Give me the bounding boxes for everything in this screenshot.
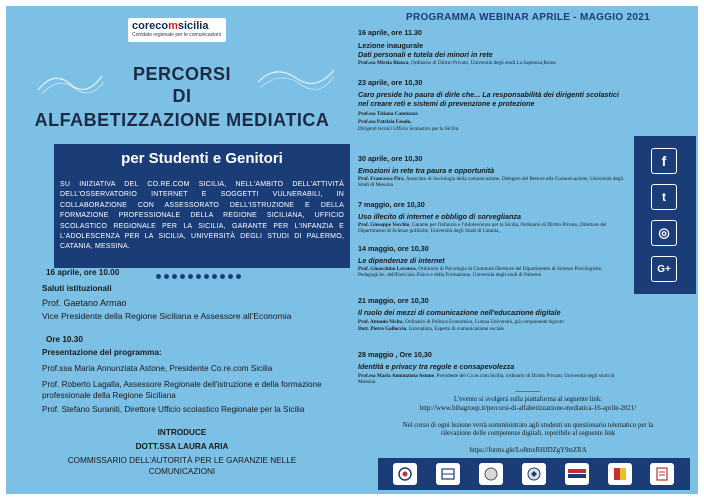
partner-logo-icon: [565, 463, 589, 485]
logo-name: corecomsicilia: [132, 20, 209, 32]
title-line-2: DI: [172, 86, 192, 106]
program-header: PROGRAMMA WEBINAR APRILE - MAGGIO 2021: [405, 12, 650, 23]
speaker-2: Prof. Roberto Lagalla, Assessore Regionale dell'istruzione e della formazione professionale della Regione Siciliana: [42, 380, 322, 400]
session-date: 30 aprile, ore 10,30: [358, 154, 423, 163]
session-1: [358, 28, 628, 66]
left-column: [6, 6, 358, 494]
session-date: 28 maggio , Ore 10,30: [358, 350, 432, 359]
session-speaker: Prof.ssa Mirzia Bianca, Ordinario di Diritto Privato, Università degli studi La Sapienza,Roma: [358, 60, 556, 66]
session-7: [358, 350, 628, 386]
session-date: 14 maggio, ore 10,30: [358, 244, 429, 253]
session-3: [358, 154, 628, 189]
questionnaire-text: Nel corso di ogni lezione verrà somministrato agli studenti un questionario telematico per la rilevazione delle competenze digitali, reperibile al seguente link: [402, 422, 654, 438]
facebook-icon[interactable]: f: [651, 148, 677, 174]
partner-logo-icon: [393, 463, 417, 485]
session-speaker: Prof. Francesco Pira, Associato di Sociologia della comunicazione, Delegato del Rettore alla Comunicazione, Università degli Studi di Messina: [358, 176, 624, 189]
session-title: Le dipendenze di internet: [358, 256, 445, 265]
saluti-role: Vice Presidente della Regione Siciliana e Assessore all'Economia: [42, 311, 292, 321]
session-date: 21 maggio, ore 10,30: [358, 296, 429, 305]
session-title: Uso illecito di internet e obbligo di sorveglianza: [358, 212, 521, 221]
session-title: Dati personali e tutela dei minori in rete: [358, 50, 493, 59]
partner-logo-icon: [522, 463, 546, 485]
session-date: 7 maggio, ore 10,30: [358, 200, 425, 209]
instagram-icon[interactable]: ◎: [651, 220, 677, 246]
session-speaker: Prof.ssa Tiziana Catenazzo: [358, 111, 418, 117]
session-5: [358, 244, 628, 279]
session-speaker: Prof. Antonio Nicita, Ordinario di Politica Economica, Lumsa Università, già componente Agcom: [358, 319, 564, 325]
session-title: Caro preside ho paura di dirle che... La responsabilità dei dirigenti scolastici nel creare reti e sistemi di prevenzione e protezione: [358, 90, 619, 108]
session-speaker: Prof.ssa Patrizia Fasolo,: [358, 119, 412, 126]
platform-text: L'evento si svolgerà sulla piattaforma al seguente link:: [453, 396, 603, 403]
logo-subtitle: Comitato regionale per le comunicazioni: [132, 32, 221, 38]
introduce-role: COMMISSARIO DELL'AUTORITÀ PER LE GARANZIE NELLE COMUNICAZIONI: [67, 456, 297, 476]
band-text: SU INIZIATIVA DEL CO.RE.COM SICILIA, NELL'AMBITO DELL'ATTIVITÀ DELL'OSSERVATORIO INTERNET E SOGGETTI VULNERABILI, IN COLLABORAZIONE CON ASSESSORATO DELL'ISTRUZIONE E DELLA FORMAZIONE PROFESSIONALE DELLA REGIONE SICILIANA, UFFICIO SCOLASTICO REGIONALE PER LA SICILIA, GARANTE PER L'INFANZIA E L'ADOLESCENZA PER LA SICILIA, UNIVERSITÀ DEGLI STUDI DI PALERMO, CATANIA, MESSINA.: [60, 181, 344, 251]
session-title: Identità e privacy tra regole e consapevolezza: [358, 362, 515, 371]
partner-logo-icon: [650, 463, 674, 485]
googleplus-icon[interactable]: G+: [651, 256, 677, 282]
partner-logo-icon: [436, 463, 460, 485]
session-label: Lezione inaugurale: [358, 41, 424, 50]
speaker-3: Prof. Stefano Suraniti, Direttore Ufficio scolastico Regionale per la Sicilia: [42, 405, 305, 414]
session-date: 23 aprile, ore 10,30: [358, 78, 423, 87]
presentazione-label: Presentazione del programma:: [42, 348, 162, 357]
session-speaker: Prof.ssa Maria Annunziata Astone, Presidente del Co.re.com Sicilia, ordinario di Diritto Privato, Università degli studi di Messina: [358, 373, 615, 386]
session-speaker: Prof. Giuseppe Vecchio, Garante per l'infanzia e l'Adolescenza per la Sicilia, Ordinario di Diritto Privato, Direttore del Dipartimento di Scienze politiche, Università degli Studi di Catania,: [358, 222, 607, 235]
session-title: Il ruolo dei mezzi di comunicazione nell'educazione digitale: [358, 308, 561, 317]
twitter-icon[interactable]: t: [651, 184, 677, 210]
left-date: 16 aprile, ore 10.00: [46, 268, 120, 277]
partner-logo-icon: [608, 463, 632, 485]
session-6: [358, 296, 628, 333]
session-speaker: Dott. Pietro Galluccio, Giornalista, Esperto di comunicazione sociale: [358, 326, 504, 333]
speaker-1: Prof.ssa Maria Annunziata Astone, Presidente Co.re.com Sicilia: [42, 364, 273, 373]
decorative-dots: [156, 274, 241, 279]
platform-link[interactable]: http://www.bibagroup.it/percorsi-di-alfabetizzazione-mediatica-16-aprile-2021/: [419, 405, 637, 412]
session-4: [358, 200, 628, 235]
partner-logo-icon: [479, 463, 503, 485]
saluti-name: Prof. Gaetano Armao: [42, 298, 127, 308]
separator: -----------: [515, 388, 541, 395]
partner-logos-bar: [378, 458, 690, 490]
band-title: per Studenti e Genitori: [121, 150, 283, 167]
session-speaker-role: Dirigenti tecnici Ufficio Scolastico per la Sicilia: [358, 125, 459, 132]
introduce-name: DOTT.SSA LAURA ARIA: [135, 442, 229, 451]
session-date: 16 aprile, ore 11.30: [358, 28, 422, 37]
session-title: Emozioni in rete tra paura e opportunità: [358, 166, 495, 175]
subtitle-band: [54, 144, 350, 268]
webinar-poster: [6, 6, 698, 494]
introduce-label: INTRODUCE: [157, 428, 207, 437]
saluti-label: Saluti istituzionali: [42, 284, 112, 293]
social-panel: [634, 136, 696, 294]
session-2: [358, 78, 628, 132]
right-column: [358, 6, 698, 494]
title-line-1: PERCORSI: [132, 64, 232, 84]
corecom-logo: [128, 18, 226, 42]
title-line-3: ALFABETIZZAZIONE MEDIATICA: [34, 110, 330, 130]
left-time-2: Ore 10.30: [46, 335, 83, 344]
questionnaire-link[interactable]: https://forms.gle/Lo8mxRHJDZgY9tsZRA: [469, 447, 587, 454]
session-speaker: Prof. Gioacchino Lavanco, Ordinario di Psicologia di Comunità Direttore del Dipartimento di Scienze Psicologiche, Pedagogiche, dell'Esercizio Fisico e della Formazione, Università degli studi di Palermo: [358, 266, 603, 279]
